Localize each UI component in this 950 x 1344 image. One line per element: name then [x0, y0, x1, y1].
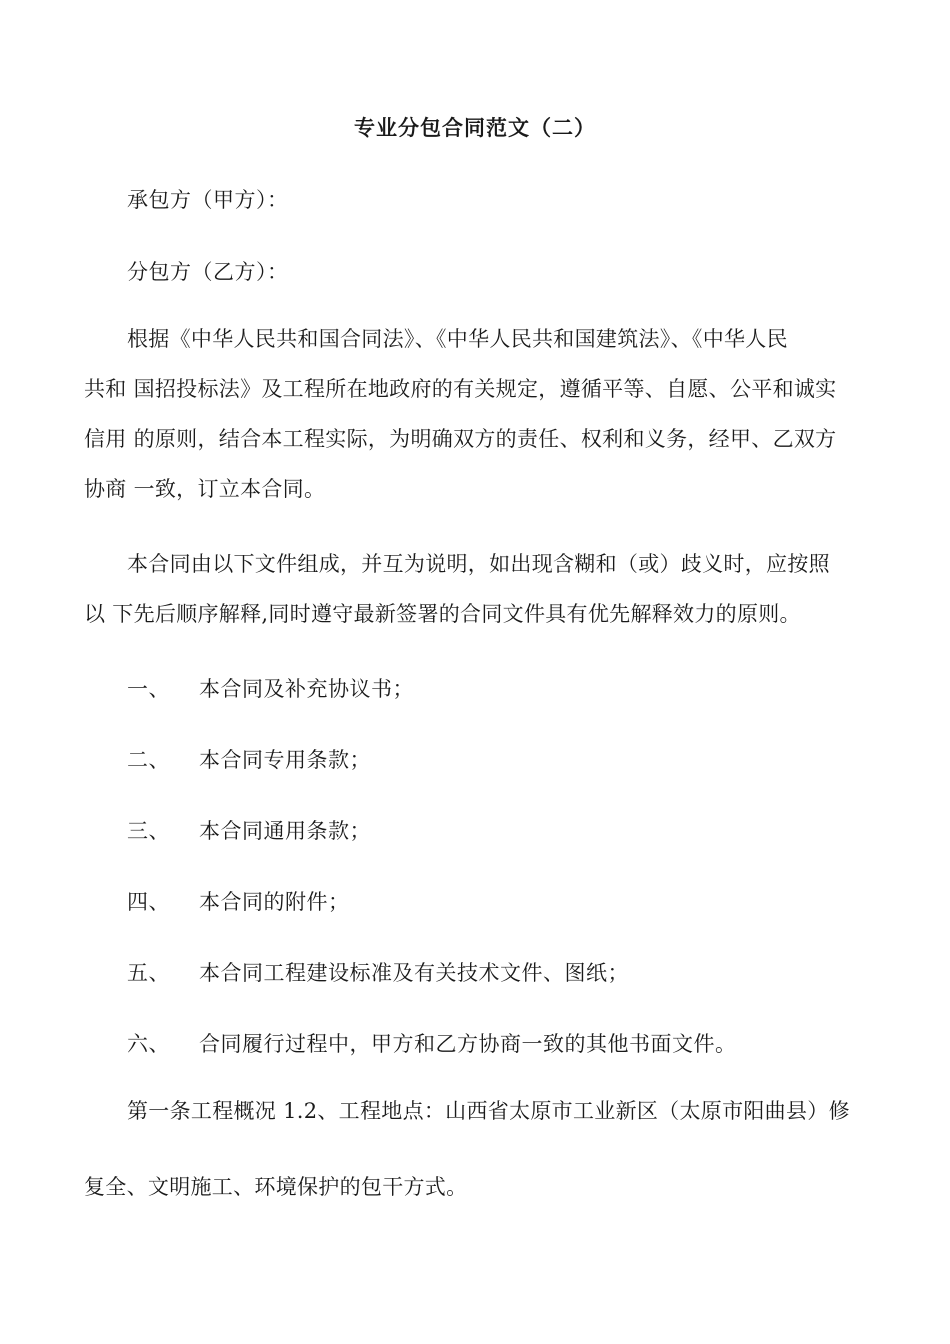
list-item — [127, 744, 371, 774]
list-item-number: 一、 — [127, 677, 170, 701]
list-item-text: 本合同及补充协议书； — [199, 677, 414, 701]
list-item-number: 六、 — [127, 1032, 170, 1056]
intro-paragraph — [84, 314, 880, 514]
composition-paragraph — [84, 539, 880, 639]
list-item-text: 本合同的附件； — [199, 890, 350, 914]
list-item-text: 合同履行过程中，甲方和乙方协商一致的其他书面文件。 — [199, 1032, 737, 1056]
party-a-line: 承包方（甲方）： — [127, 188, 289, 212]
article-1-line: 复全、文明施工、环境保护的包干方式。 — [84, 1175, 468, 1199]
intro-line: 共和 国招投标法》及工程所在地政府的有关规定，遵循平等、自愿、公平和诚实 — [84, 377, 837, 401]
list-item-text: 本合同专用条款； — [199, 748, 371, 772]
list-item-number: 二、 — [127, 748, 170, 772]
list-item-number: 五、 — [127, 961, 170, 985]
intro-line: 信用 的原则，结合本工程实际，为明确双方的责任、权利和义务，经甲、乙双方 — [84, 427, 837, 451]
list-item-number: 四、 — [127, 890, 170, 914]
document-title: 专业分包合同范文（二） — [354, 115, 596, 140]
composition-line: 以 下先后顺序解释,同时遵守最新签署的合同文件具有优先解释效力的原则。 — [84, 602, 801, 626]
intro-line: 根据《中华人民共和国合同法》、《中华人民共和国建筑法》、《中华人民 — [127, 327, 788, 351]
list-item — [127, 815, 371, 845]
list-item — [127, 1028, 737, 1058]
composition-line: 本合同由以下文件组成，并互为说明，如出现含糊和（或）歧义时，应按照 — [127, 552, 830, 576]
list-item-text: 本合同通用条款； — [199, 819, 371, 843]
list-item — [127, 957, 629, 987]
list-item — [127, 673, 414, 703]
intro-line: 协商 一致，订立本合同。 — [84, 477, 326, 501]
article-1-line: 第一条工程概况 1.2、工程地点：山西省太原市工业新区（太原市阳曲县）修 — [127, 1099, 850, 1123]
article-1-paragraph — [84, 1073, 880, 1225]
list-item-text: 本合同工程建设标准及有关技术文件、图纸； — [199, 961, 629, 985]
list-item-number: 三、 — [127, 819, 170, 843]
list-item — [127, 886, 350, 916]
party-b-line: 分包方（乙方）： — [127, 260, 289, 284]
